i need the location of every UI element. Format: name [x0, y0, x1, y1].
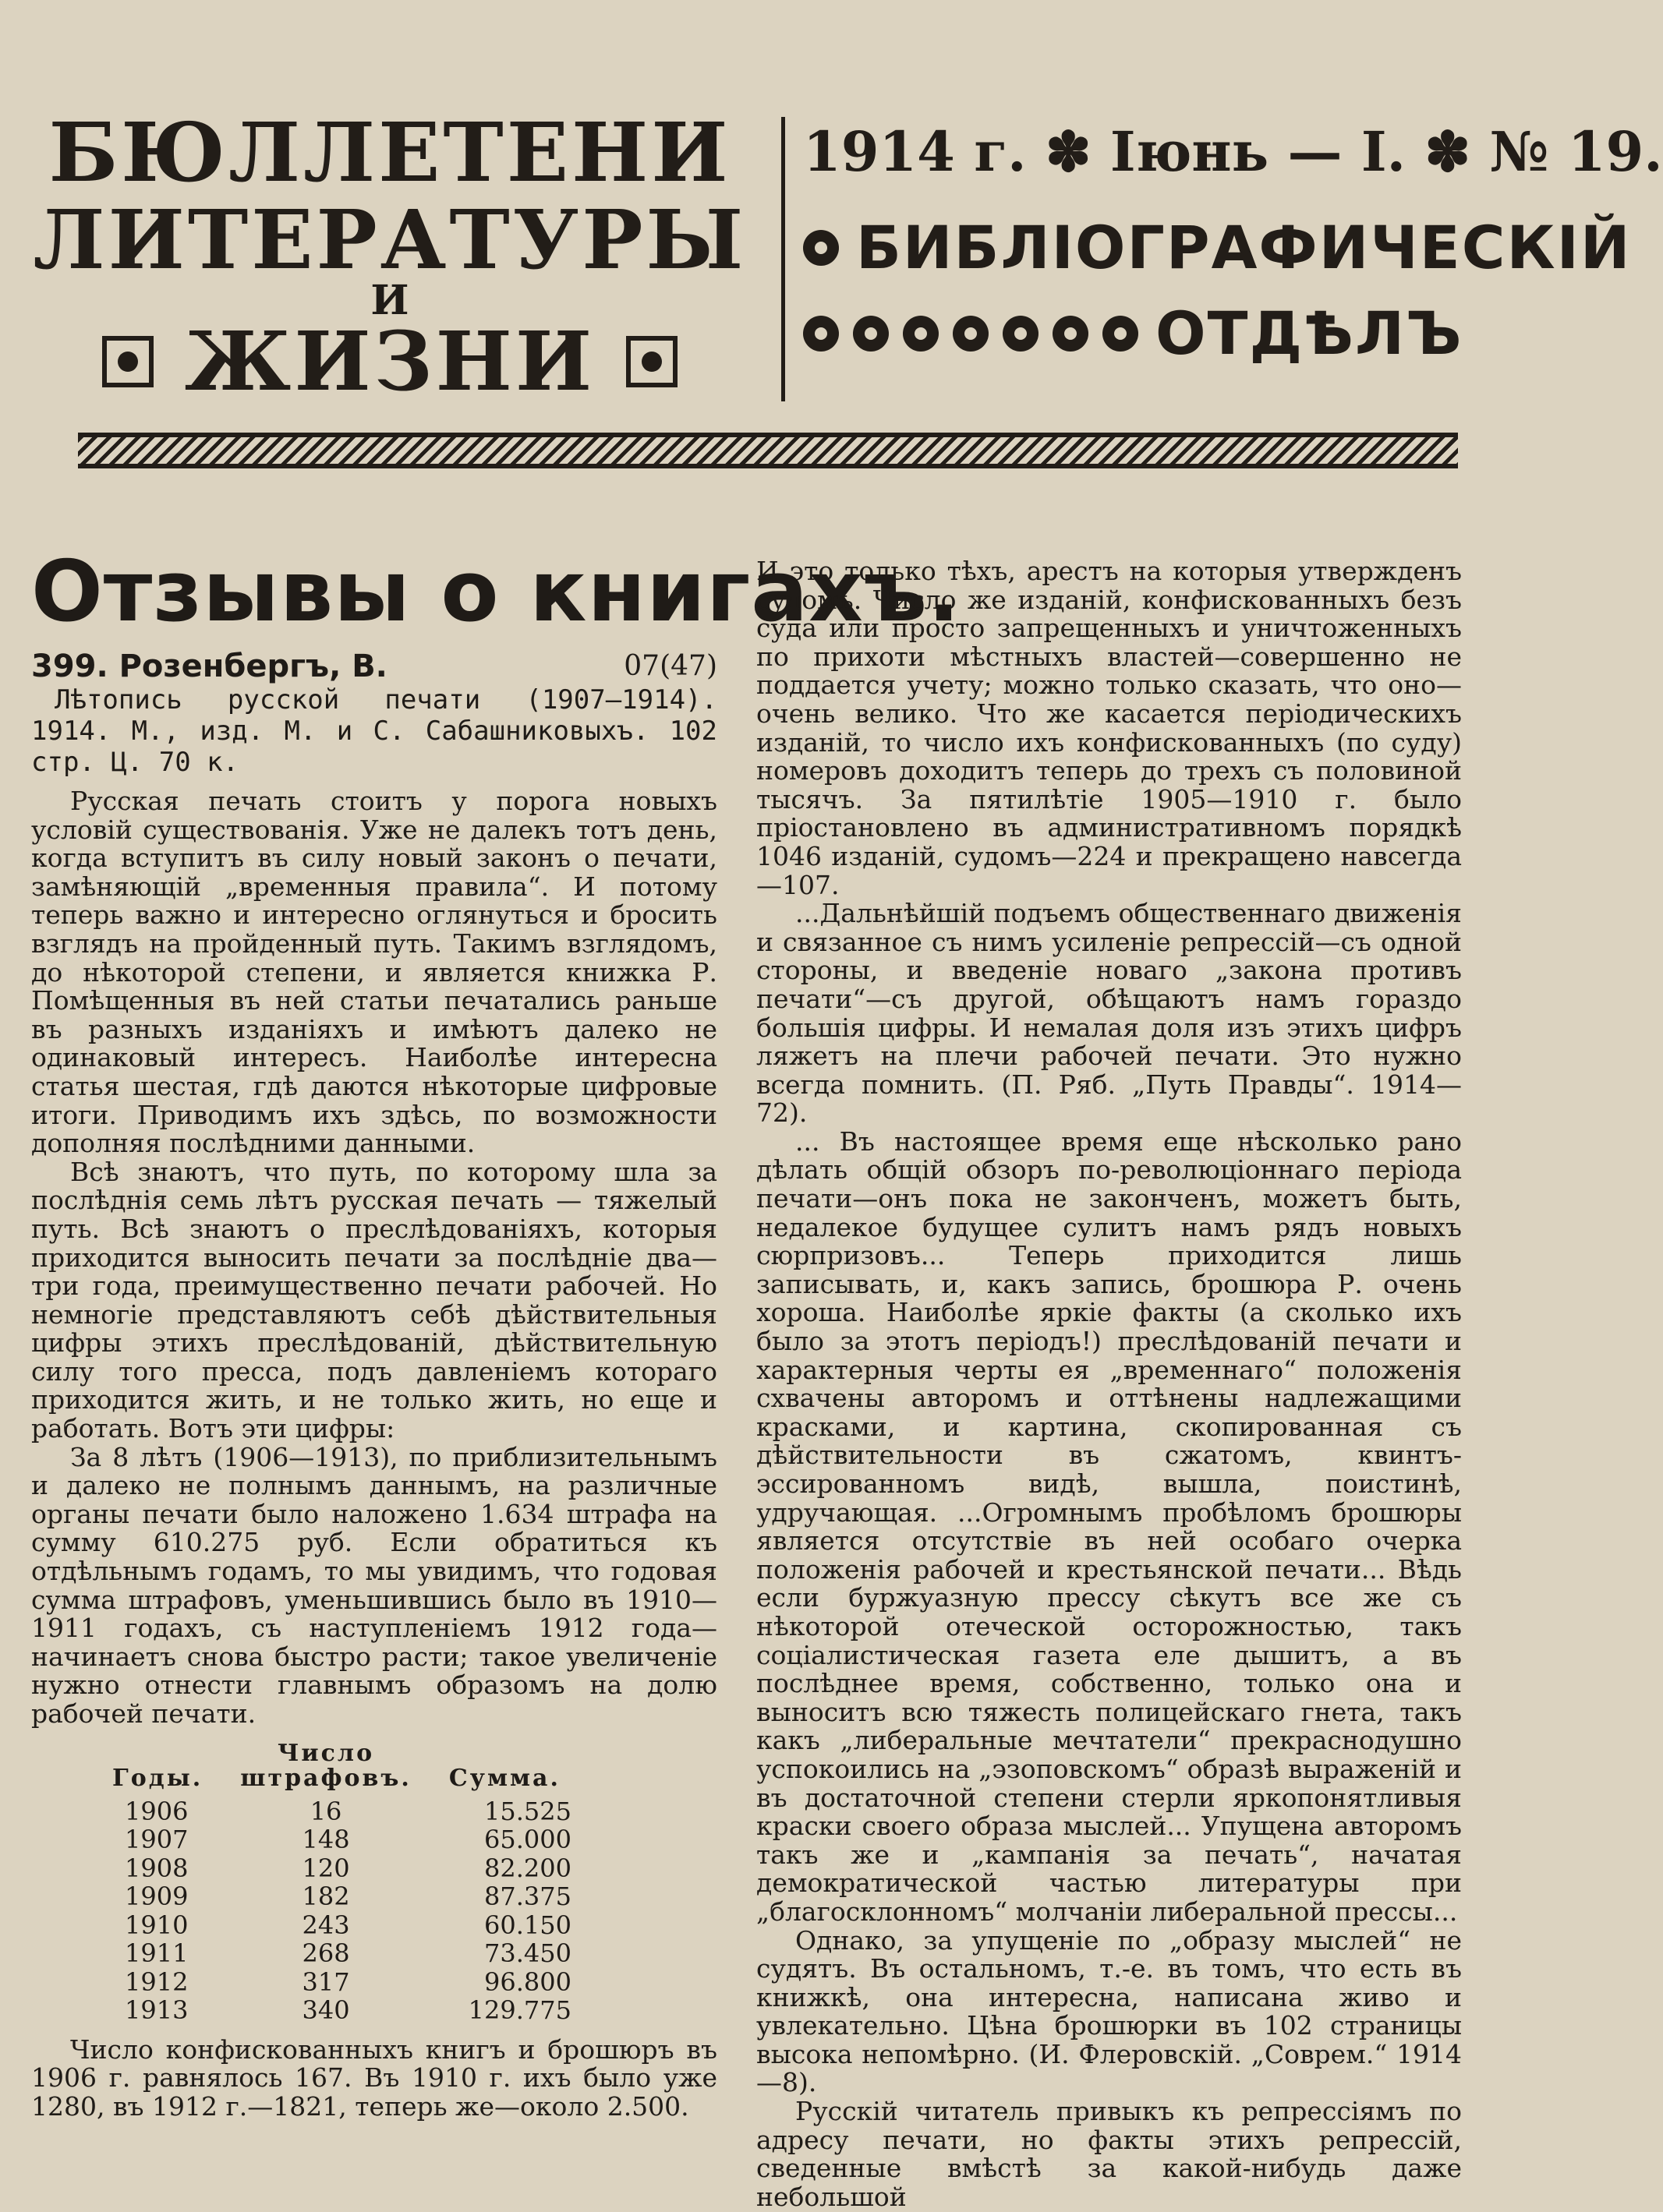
- entry-code: 07(47): [624, 650, 717, 682]
- title-line-2: ЛИТЕРАТУРЫ: [33, 192, 747, 288]
- department-line-2: ОТДѢЛЪ: [1155, 299, 1463, 368]
- right-column: [756, 557, 1462, 2211]
- rosette-icon: [853, 316, 889, 352]
- paragraph: Русская печать стоитъ у порога новыхъ условій существованія. Уже не далекъ тотъ день, когда вступитъ въ силу новый законъ о печати, замѣняющій „временныя правила“. И потому теперь важно и интересно оглянуться и бросить взглядъ на пройденный путь. Такимъ взглядомъ, до нѣкоторой степени, и является книжка Р. Помѣщенныя въ ней статьи печатались раньше въ разныхъ изданіяхъ и имѣютъ далеко не одинаковый интересъ. Наиболѣе интересна статья шестая, гдѣ даются нѣкоторые цифровые итоги. Приводимъ ихъ здѣсь, по возможности дополняя послѣдними данными.: [31, 786, 717, 1159]
- rosette-icon: [803, 316, 839, 352]
- issue-line: 1914 г. ✽ Іюнь — I. ✽ № 19.: [803, 119, 1663, 184]
- bibliographic-record: Лѣтопись русской печати (1907—1914). 1914. М., изд. М. и С. Сабашниковыхъ. 102 стр. Ц. 70 к.: [31, 684, 717, 778]
- masthead-title: [31, 104, 748, 409]
- title-line-3: ЖИЗНИ: [184, 313, 596, 409]
- paragraph: ...Дальнѣйшій подъемъ общественнаго движенія и связанное съ нимъ усиленіе репрессій—съ одной стороны, и введеніе новаго „закона противъ печати“—съ другой, обѣщаютъ намъ гораздо большія цифры. И немалая доля изъ этихъ цифръ ляжетъ на плечи рабочей печати. Это нужно всегда помнить. (П. Ряб. „Путь Правды“. 1914—72).: [756, 898, 1462, 1129]
- rosette-icon: [1003, 316, 1038, 352]
- department-line-1: БИБЛІОГРАФИЧЕСКІЙ: [856, 213, 1632, 282]
- square-ornament-icon: [626, 336, 678, 387]
- rosette-icon: [803, 230, 839, 266]
- paragraph: Русскій читатель привыкъ къ репрессіямъ по адресу печати, но факты этихъ репрессій, сведенные вмѣстѣ за какой-нибудь даже небольшой: [756, 2096, 1462, 2212]
- table-row: 1909 182 87.375: [125, 1882, 571, 1912]
- column-header: Сумма.: [448, 1764, 561, 1792]
- table-row: 1907 148 65.000: [125, 1825, 571, 1855]
- paragraph: За 8 лѣтъ (1906—1913), по приблизительнымъ и далеко не полнымъ даннымъ, на различные органы печати было наложено 1.634 штрафа на сумму 610.275 руб. Если обратиться къ отдѣльнымъ годамъ, то мы увидимъ, что годовая сумма штрафовъ, уменьшившись было въ 1910—1911 годахъ, съ наступленіемъ 1912 года—начинаетъ снова быстро расти; такое увеличеніе нужно отнести главнымъ образомъ на долю рабочей печати.: [31, 1441, 717, 1729]
- square-ornament-icon: [102, 336, 154, 387]
- table-header-row: [94, 1741, 579, 1797]
- entry-number-author: 399. Розенбергъ, В.: [31, 648, 387, 684]
- column-header: Годы.: [112, 1764, 203, 1792]
- paragraph: Однако, за упущеніе по „образу мыслей“ не судятъ. Въ остальномъ, т.-е. въ томъ, что есть въ книжкѣ, она интересна, написана живо и увлекательно. Цѣна брошюрки въ 102 страницы высока непомѣрно. (И. Флеровскій. „Соврем.“ 1914—8).: [756, 1924, 1462, 2098]
- paragraph: Число конфискованныхъ книгъ и брошюръ въ 1906 г. равнялось 167. Въ 1910 г. ихъ было уже 1280, въ 1912 г.—1821, теперь же—около 2.500.: [31, 2034, 717, 2122]
- table-row: 1906 16 15.525: [125, 1796, 571, 1826]
- masthead-info: [803, 117, 1663, 373]
- rosette-icon: [1102, 316, 1138, 352]
- table-row: 1913 340 129.775: [125, 1995, 571, 2026]
- table-row: 1908 120 82.200: [125, 1853, 571, 1883]
- paragraph: Всѣ знаютъ, что путь, по которому шла за послѣднія семь лѣтъ русская печать — тяжелый путь. Всѣ знаютъ о преслѣдованіяхъ, которыя приходится выносить печати за послѣдніе два—три года, преимущественно печати рабочей. Но немногіе представляютъ себѣ дѣйствительныя цифры этихъ преслѣдованій, дѣйствительную силу того пресса, подъ давленіемъ котораго приходится жить, и не только жить, но еще и работать. Вотъ эти цифры:: [31, 1156, 717, 1444]
- ornamental-band: [78, 433, 1458, 468]
- section-heading: Отзывы о книгахъ.: [31, 543, 961, 641]
- title-line-1: БЮЛЛЕТЕНИ: [48, 104, 731, 200]
- table-row: 1910 243 60.150: [125, 1910, 571, 1940]
- rosette-icon: [953, 316, 989, 352]
- paragraph: ... Въ настоящее время еще нѣсколько рано дѣлать общій обзоръ по-революціоннаго періода печати—онъ пока не законченъ, можетъ быть, недалекое будущее сулитъ намъ рядъ новыхъ сюрпризовъ... Теперь приходится лишь записывать, и, какъ запись, брошюра Р. очень хороша. Наиболѣе яркіе факты (а сколько ихъ было за этотъ періодъ!) преслѣдованій печати и характерныя черты ея „временнаго“ положенія схвачены авторомъ и оттѣнены надлежащими красками, и картина, скопированная съ дѣйствительности въ сжатомъ, квинтъ-эссированномъ видѣ, вышла, поистинѣ, удручающая. ...Огромнымъ пробѣломъ брошюры является отсутствіе въ ней особаго очерка положенія рабочей и крестьянской печати... Вѣдь если буржуазную прессу сѣкутъ все же съ нѣкоторой отеческой осторожностью, такъ соціалистическая газета еле дышитъ, а въ послѣднее время, собственно, только она и выноситъ всю тяжесть полицейскаго гнета, такъ какъ „либеральные мечтатели“ прекраснодушно успокоились на „эзоповскомъ“ образѣ выраженій и въ достаточной степени стерли яркопонятливыя краски своего образа мыслей... Упущена авторомъ такъ же и „кампанія за печать“, начатая демократической частью литературы при „благосклонномъ“ молчаніи либеральной прессы...: [756, 1125, 1462, 1927]
- rosette-icon: [903, 316, 939, 352]
- paragraph: И это только тѣхъ, арестъ на которыя утвержденъ судомъ. Число же изданій, конфискованныхъ безъ суда или просто запрещенныхъ и уничтоженныхъ по прихоти мѣстныхъ властей—совершенно не поддается учету; можно только сказать, что оно—очень велико. Что же касается періодическихъ изданій, то число ихъ конфискованныхъ (по суду) номеровъ доходитъ теперь до трехъ съ половиной тысячъ. За пятилѣтіе 1905—1910 г. было пріостановлено въ административномъ порядкѣ 1046 изданій, судомъ—224 и прекращено навсегда—107.: [756, 556, 1462, 900]
- table-row: 1911 268 73.450: [125, 1938, 571, 1969]
- left-column: [31, 543, 961, 2122]
- title-conjunction: И: [370, 277, 409, 324]
- fines-table: [94, 1741, 579, 2025]
- entry-header: [31, 648, 717, 684]
- table-row: 1912 317 96.800: [125, 1966, 571, 1997]
- column-header: Число штрафовъ.: [240, 1739, 412, 1792]
- rosette-row: [803, 316, 1138, 352]
- rosette-icon: [1053, 316, 1088, 352]
- masthead-divider: [781, 117, 785, 401]
